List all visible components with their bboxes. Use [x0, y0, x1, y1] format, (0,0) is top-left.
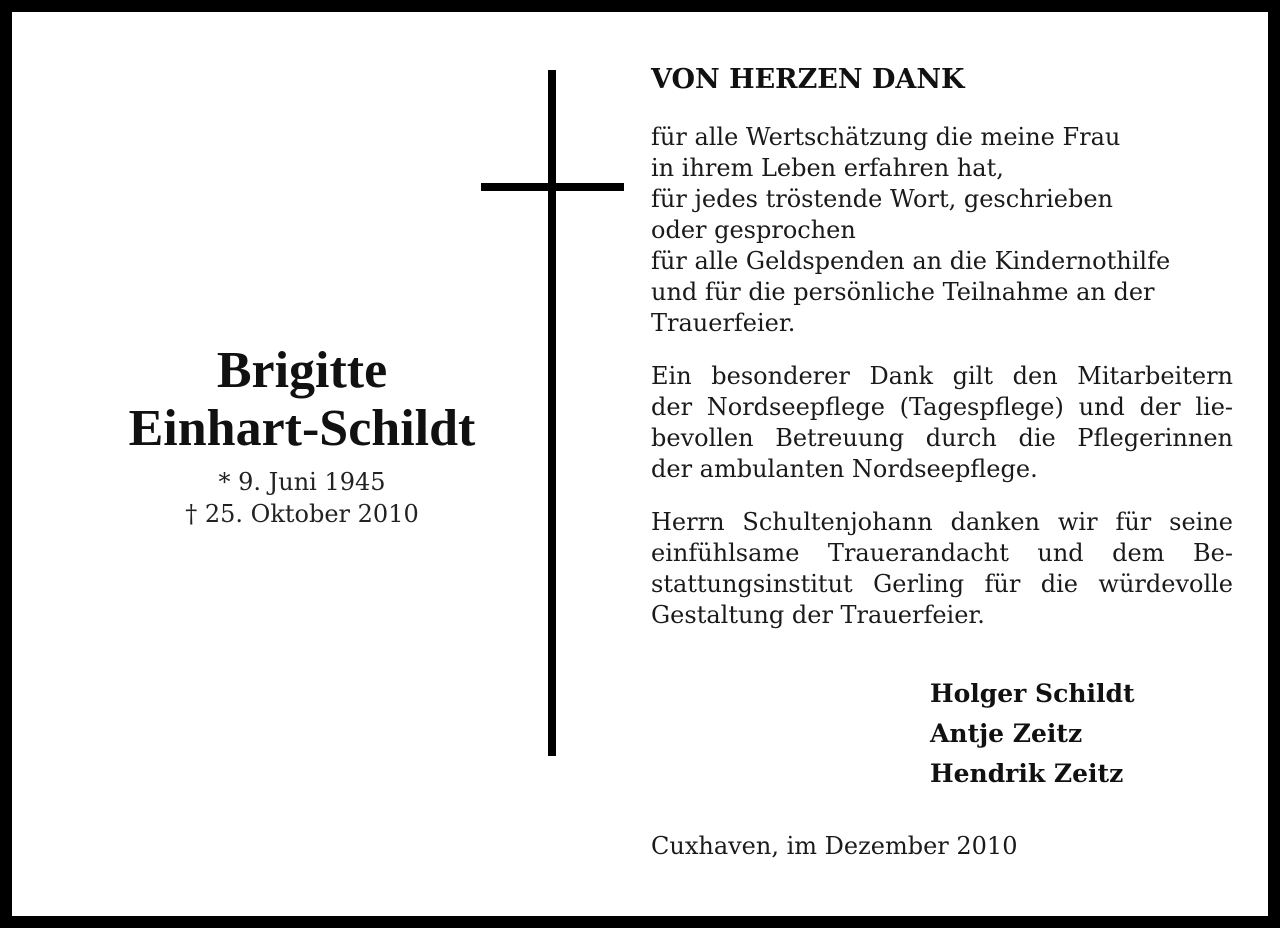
thanks-paragraph-3	[651, 507, 1233, 631]
signers-list	[930, 674, 1135, 794]
text-line: der ambulanten Nordseepflege.	[651, 455, 1038, 483]
text-line: Trauerfeier.	[651, 309, 796, 337]
text-line: oder gesprochen	[651, 216, 856, 244]
text-line: Ein besonderer Dank gilt den Mitarbeitern	[651, 362, 1233, 390]
text-line: der Nordseepflege (Tagespflege) und der lie-	[651, 393, 1233, 421]
text-line: bevollen Betreuung durch die Pflegerinnen	[651, 424, 1233, 452]
signer-name: Hendrik Zeitz	[930, 759, 1124, 788]
text-line: stattungsinstitut Gerling für die würdevolle	[651, 570, 1233, 598]
thanks-paragraph-2	[651, 361, 1233, 485]
thanks-heading: VON HERZEN DANK	[651, 64, 965, 95]
death-date: † 25. Oktober 2010	[185, 500, 419, 528]
cross-icon	[548, 70, 556, 756]
life-dates	[52, 466, 552, 530]
deceased-first-name: Brigitte	[216, 342, 388, 399]
thanks-text-column	[651, 60, 1233, 631]
place-and-date: Cuxhaven, im Dezember 2010	[651, 832, 1018, 860]
text-line: Herrn Schultenjohann danken wir für seine	[651, 508, 1233, 536]
text-line: für alle Geldspenden an die Kindernothilfe	[651, 247, 1171, 275]
text-line: einfühlsame Trauerandacht und dem Be-	[651, 539, 1233, 567]
birth-date: * 9. Juni 1945	[218, 468, 386, 496]
text-line: in ihrem Leben erfahren hat,	[651, 154, 1004, 182]
thanks-paragraph-1	[651, 122, 1233, 339]
deceased-surname: Einhart-Schildt	[128, 400, 476, 457]
cross-icon-crossbar	[481, 183, 624, 191]
signer-name: Antje Zeitz	[930, 719, 1083, 748]
text-line: und für die persönliche Teilnahme an der	[651, 278, 1155, 306]
text-line: für alle Wertschätzung die meine Frau	[651, 123, 1121, 151]
signer-name: Holger Schildt	[930, 679, 1135, 708]
text-line: Gestaltung der Trauerfeier.	[651, 601, 985, 629]
obituary-card	[12, 12, 1268, 916]
text-line: für jedes tröstende Wort, geschrieben	[651, 185, 1113, 213]
deceased-block	[52, 342, 552, 530]
